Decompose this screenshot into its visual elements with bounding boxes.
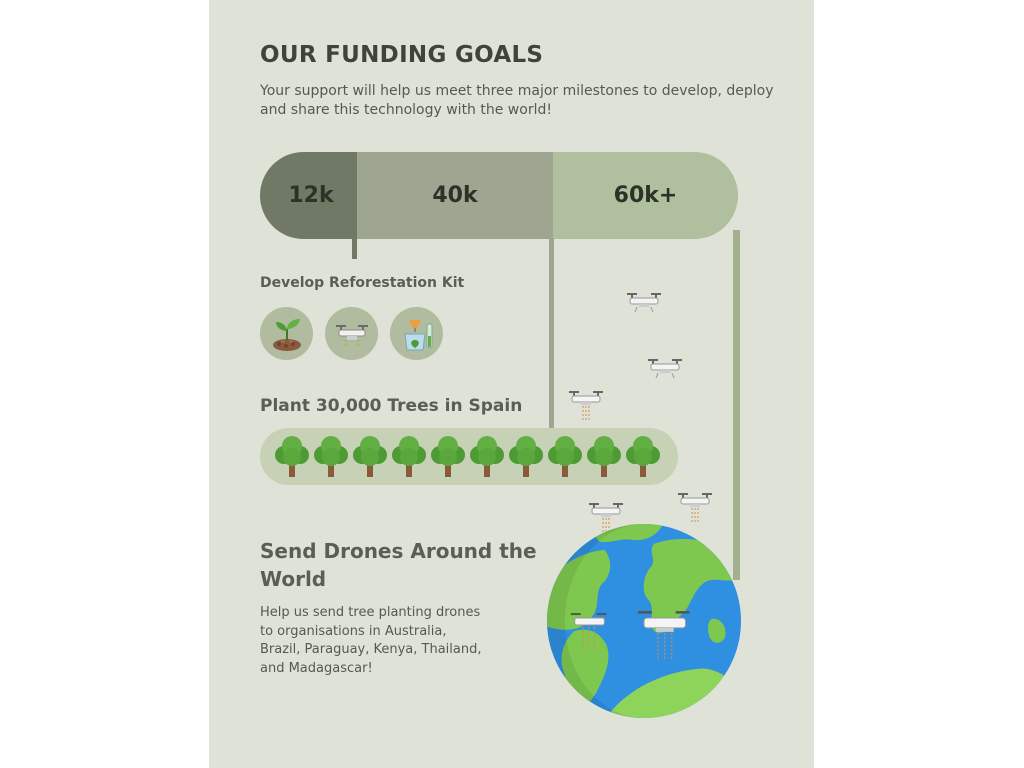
seed-mixing-kit-icon	[390, 307, 443, 360]
drone-icon	[676, 490, 714, 526]
world-section-text: Help us send tree planting drones to organisations in Australia, Brazil, Paraguay, Kenya, Thailand, and Madagascar!	[260, 605, 482, 676]
funding-goals-panel	[209, 0, 814, 768]
tree-strip	[260, 428, 678, 485]
tree-icon	[547, 435, 583, 479]
tree-icon	[352, 435, 388, 479]
drone-icon	[325, 307, 378, 360]
drone-icon	[567, 388, 605, 424]
tree-icon	[625, 435, 661, 479]
page-subtitle: Your support will help us meet three major milestones to develop, deploy and share this technology with the world!	[260, 83, 774, 118]
planting-section-title: Plant 30,000 Trees in Spain	[260, 396, 523, 416]
milestone-12k: 12k	[260, 152, 357, 239]
tree-icon	[313, 435, 349, 479]
world-section-title: Send Drones Around the World	[260, 539, 537, 591]
tree-icon	[469, 435, 505, 479]
milestone-40k-connector	[549, 238, 554, 428]
milestone-40k: 40k	[357, 152, 553, 239]
drone-icon	[646, 356, 684, 380]
tree-icon	[508, 435, 544, 479]
milestone-60k: 60k+	[553, 152, 738, 239]
tree-icon	[391, 435, 427, 479]
tree-icon	[586, 435, 622, 479]
kit-section-title: Develop Reforestation Kit	[260, 275, 465, 291]
tree-icon	[430, 435, 466, 479]
drone-icon	[625, 290, 663, 314]
seedling-soil-icon	[260, 307, 313, 360]
page-title: OUR FUNDING GOALS	[260, 42, 544, 68]
tree-icon	[274, 435, 310, 479]
milestone-12k-connector	[352, 238, 357, 259]
milestone-bar	[260, 152, 738, 239]
globe-icon	[545, 522, 743, 720]
